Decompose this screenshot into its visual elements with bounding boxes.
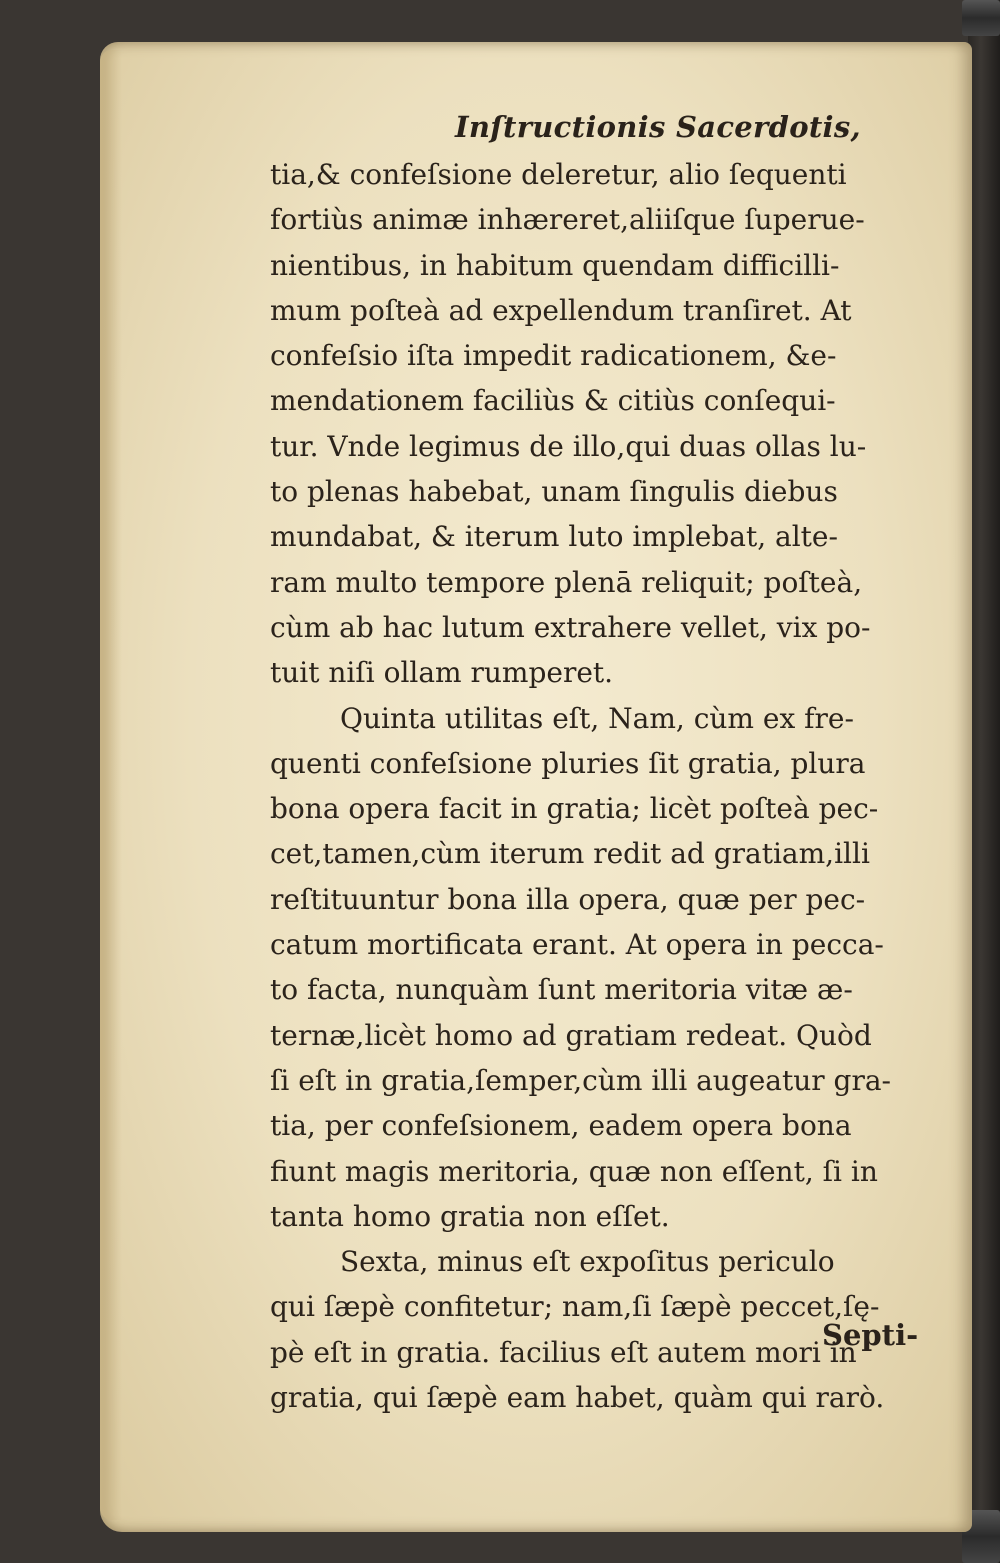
text-line: ternæ,licèt homo ad gratiam redeat. Quòd bbox=[270, 1018, 872, 1052]
book-clasp-top bbox=[962, 0, 1000, 36]
text-line: gratia, qui ſæpè eam habet, quàm qui rarò. bbox=[270, 1381, 885, 1415]
text-line: tia, per confeſsionem, eadem opera bona bbox=[270, 1109, 852, 1143]
running-title: Inſtructionis Sacerdotis, bbox=[455, 110, 861, 144]
text-line: bona opera facit in gratia; licèt poſteà pec- bbox=[270, 792, 879, 826]
text-line: nientibus, in habitum quendam difficilli- bbox=[270, 248, 840, 282]
book-spine-edge bbox=[968, 0, 1000, 1563]
text-line: pè eſt in gratia. facilius eſt autem mori in bbox=[270, 1335, 857, 1369]
text-line: cet,tamen,cùm iterum redit ad gratiam,illi bbox=[270, 837, 870, 871]
text-line: confeſsio iſta impedit radicationem, &e- bbox=[270, 339, 837, 373]
text-line: cùm ab hac lutum extrahere vellet, vix po- bbox=[270, 610, 871, 644]
text-line: tia,& confeſsione deleretur, alio ſequenti bbox=[270, 158, 847, 191]
text-line: to plenas habebat, unam ſingulis diebus bbox=[270, 475, 838, 509]
text-line: quenti confeſsione pluries ſit gratia, plura bbox=[270, 746, 866, 780]
text-line: tur. Vnde legimus de illo,qui duas ollas lu- bbox=[270, 429, 867, 463]
page-body-text bbox=[270, 152, 935, 1420]
catchword: Septi- bbox=[822, 1318, 919, 1352]
text-line: mundabat, & iterum luto implebat, alte- bbox=[270, 520, 838, 554]
text-line: catum mortificata erant. At opera in pecca- bbox=[270, 928, 884, 962]
text-line: reſtituuntur bona illa opera, quæ per pec- bbox=[270, 882, 866, 916]
page-gutter-shadow bbox=[100, 50, 122, 1520]
paragraph-start-line: Quinta utilitas eſt, Nam, cùm ex fre- bbox=[340, 701, 854, 735]
text-line: mendationem faciliùs & citiùs conſequi- bbox=[270, 384, 836, 418]
text-line: ram multo tempore plenā reliquit; poſteà, bbox=[270, 565, 863, 599]
text-line: mum poſteà ad expellendum tranſiret. At bbox=[270, 293, 852, 327]
text-line: tanta homo gratia non eſſet. bbox=[270, 1199, 670, 1233]
text-line: fiunt magis meritoria, quæ non eſſent, ſi in bbox=[270, 1154, 878, 1188]
text-line: qui ſæpè confitetur; nam,ſi ſæpè peccet,ſę- bbox=[270, 1290, 880, 1324]
text-line: tuit niſi ollam rumperet. bbox=[270, 656, 614, 690]
text-line: to facta, nunquàm ſunt meritoria vitæ æ- bbox=[270, 973, 853, 1007]
text-line: ſi eſt in gratia,ſemper,cùm illi augeatur gra- bbox=[270, 1063, 892, 1097]
text-line: fortiùs animæ inhæreret,aliiſque ſuperue- bbox=[270, 203, 865, 237]
paragraph-start-line: Sexta, minus eſt expoſitus periculo bbox=[340, 1245, 835, 1279]
